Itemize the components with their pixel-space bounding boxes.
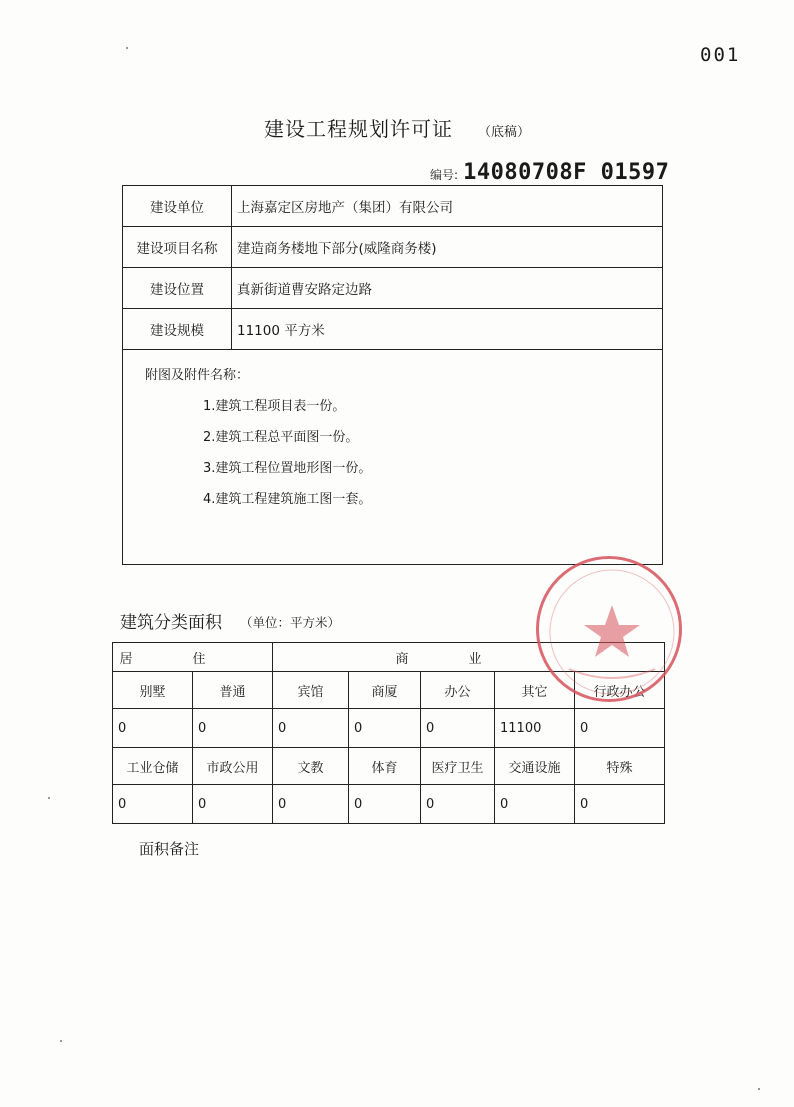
value-cell: 0 (193, 709, 273, 748)
attachment-item: 1.建筑工程项目表一份。 (203, 399, 346, 414)
value-cell: 0 (349, 785, 421, 824)
table-row (113, 709, 665, 748)
project-label: 建设项目名称 (123, 227, 232, 268)
unit-label: 建设单位 (123, 186, 232, 227)
value-cell: 0 (273, 709, 349, 748)
document-number (430, 160, 669, 185)
page-number: 001 (700, 44, 741, 66)
document-number-value: 14080708F 01597 (463, 160, 670, 185)
table-row (113, 785, 665, 824)
header-special: 特殊 (575, 748, 665, 785)
area-notes-label: 面积备注 (139, 840, 200, 858)
header-ordinary: 普通 (193, 672, 273, 709)
document-subtitle: （底稿） (478, 125, 531, 140)
permit-info-table (122, 185, 663, 565)
value-cell: 0 (113, 709, 193, 748)
value-cell: 0 (421, 785, 495, 824)
header-industrial: 工业仓储 (113, 748, 193, 785)
attachments-title: 附图及附件名称： (145, 368, 250, 383)
attachment-item: 2.建筑工程总平面图一份。 (203, 430, 359, 445)
header-transport: 交通设施 (495, 748, 575, 785)
header-medical: 医疗卫生 (421, 748, 495, 785)
document-title: 建设工程规划许可证 (264, 117, 453, 141)
header-hotel: 宾馆 (273, 672, 349, 709)
scale-value: 11100 平方米 (232, 309, 663, 350)
header-culture-education: 文教 (273, 748, 349, 785)
official-seal (536, 556, 682, 702)
attachment-item: 3.建筑工程位置地形图一份。 (203, 461, 372, 476)
table-row (123, 268, 663, 309)
table-row (123, 227, 663, 268)
value-cell: 0 (421, 709, 495, 748)
value-cell: 0 (495, 785, 575, 824)
value-cell: 0 (273, 785, 349, 824)
table-row (123, 186, 663, 227)
header-office: 办公 (421, 672, 495, 709)
table-row (123, 350, 663, 565)
area-section-title: 建筑分类面积 (120, 613, 222, 633)
table-row (123, 309, 663, 350)
header-other: 其它 (495, 672, 575, 709)
group-commercial: 商业 (273, 643, 665, 672)
scan-speck (126, 47, 128, 49)
area-unit-label: （单位：平方米） (240, 615, 341, 630)
table-row (113, 748, 665, 785)
header-mall: 商厦 (349, 672, 421, 709)
value-cell: 0 (113, 785, 193, 824)
star-icon (584, 605, 640, 657)
document-number-label: 编号: (430, 168, 459, 182)
project-value: 建造商务楼地下部分(威隆商务楼) (232, 227, 663, 268)
header-municipal: 市政公用 (193, 748, 273, 785)
header-sports: 体育 (349, 748, 421, 785)
scan-speck (758, 1088, 760, 1090)
unit-value: 上海嘉定区房地产（集团）有限公司 (232, 186, 663, 227)
attachments-cell (123, 350, 663, 565)
value-cell: 0 (349, 709, 421, 748)
value-cell: 0 (193, 785, 273, 824)
scale-label: 建设规模 (123, 309, 232, 350)
group-residential: 居住 (113, 643, 273, 672)
value-cell: 11100 (495, 709, 575, 748)
location-value: 真新街道曹安路定边路 (232, 268, 663, 309)
value-cell: 0 (575, 785, 665, 824)
attachment-item: 4.建筑工程建筑施工图一套。 (203, 492, 372, 507)
value-cell: 0 (575, 709, 665, 748)
header-admin-office: 行政办公 (575, 672, 665, 709)
seal-graphic (539, 559, 685, 705)
scan-speck (48, 797, 50, 799)
scan-speck (60, 1040, 62, 1042)
location-label: 建设位置 (123, 268, 232, 309)
header-villa: 别墅 (113, 672, 193, 709)
